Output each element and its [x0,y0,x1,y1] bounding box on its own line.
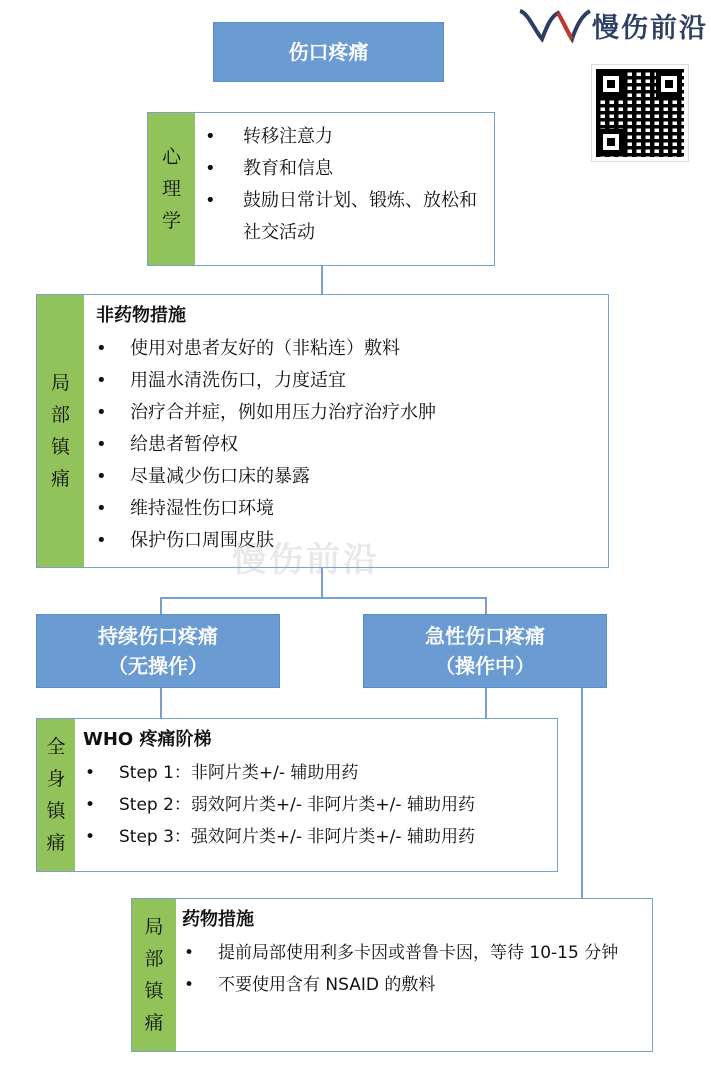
nondrug-heading: 非药物措施 [96,305,186,326]
who-ladder-heading: WHO 疼痛阶梯 [83,729,212,750]
wound-pain-title-box [213,22,444,82]
brand-logo [518,4,708,46]
acute-pain-box [363,614,607,688]
connector-line [485,688,487,718]
wave-logo-icon [518,5,592,45]
persistent-pain-title: 持续伤口疼痛 [98,624,218,648]
connector-line [321,265,323,295]
systemic-panel [36,718,558,872]
persistent-pain-box [36,614,280,688]
psychology-side-label: 心 理 学 [148,113,195,265]
local-drug-side-label: 局 部 镇 痛 [132,899,176,1051]
list-item: • 尽量减少伤口床的暴露 [96,466,310,487]
local-nondrug-panel [36,294,609,568]
list-item: • 治疗合并症，例如用压力治疗治疗水肿 [96,402,436,423]
drug-measures-heading: 药物措施 [182,909,254,930]
local-drug-panel [131,898,653,1052]
connector-line [160,597,162,615]
connector-line [160,597,486,599]
list-item: • 转移注意力 [205,126,333,147]
connector-line [581,688,583,900]
drug-measures-list [182,937,638,1001]
acute-pain-title: 急性伤口疼痛 [425,624,545,648]
local-nondrug-side-label: 局 部 镇 痛 [37,295,84,567]
list-item: • Step 2：弱效阿片类+/- 非阿片类+/- 辅助用药 [85,795,475,815]
list-item: • 提前局部使用利多卡因或普鲁卡因，等待 10-15 分钟 [184,943,619,963]
list-item: • 给患者暂停权 [96,434,238,455]
watermark: 慢伤前沿 [232,540,380,580]
list-item: • 保护伤口周围皮肤 [96,530,274,551]
connector-line [160,688,162,718]
who-ladder-list [83,757,549,853]
list-item: • 教育和信息 [205,158,333,179]
psychology-panel [147,112,495,266]
list-item: • Step 1：非阿片类+/- 辅助用药 [85,763,359,783]
list-item: • 鼓励日常计划、锻炼、放松和社交活动 [205,190,477,243]
connector-line [485,597,487,615]
nondrug-list [96,333,598,557]
list-item: • 维持湿性伤口环境 [96,498,274,519]
systemic-side-label: 全 身 镇 痛 [37,719,75,871]
list-item: • 用温水清洗伤口，力度适宜 [96,370,346,391]
qr-code [592,65,688,161]
list-item: • Step 3：强效阿片类+/- 非阿片类+/- 辅助用药 [85,827,475,847]
list-item: • 使用对患者友好的（非粘连）敷料 [96,338,400,359]
list-item: • 不要使用含有 NSAID 的敷料 [184,975,436,995]
brand-name: 慢伤前沿 [592,12,708,44]
acute-pain-subtitle: （操作中） [435,654,535,678]
persistent-pain-subtitle: （无操作） [108,654,208,678]
psychology-list [205,121,484,249]
wound-pain-title: 伤口疼痛 [288,40,369,64]
